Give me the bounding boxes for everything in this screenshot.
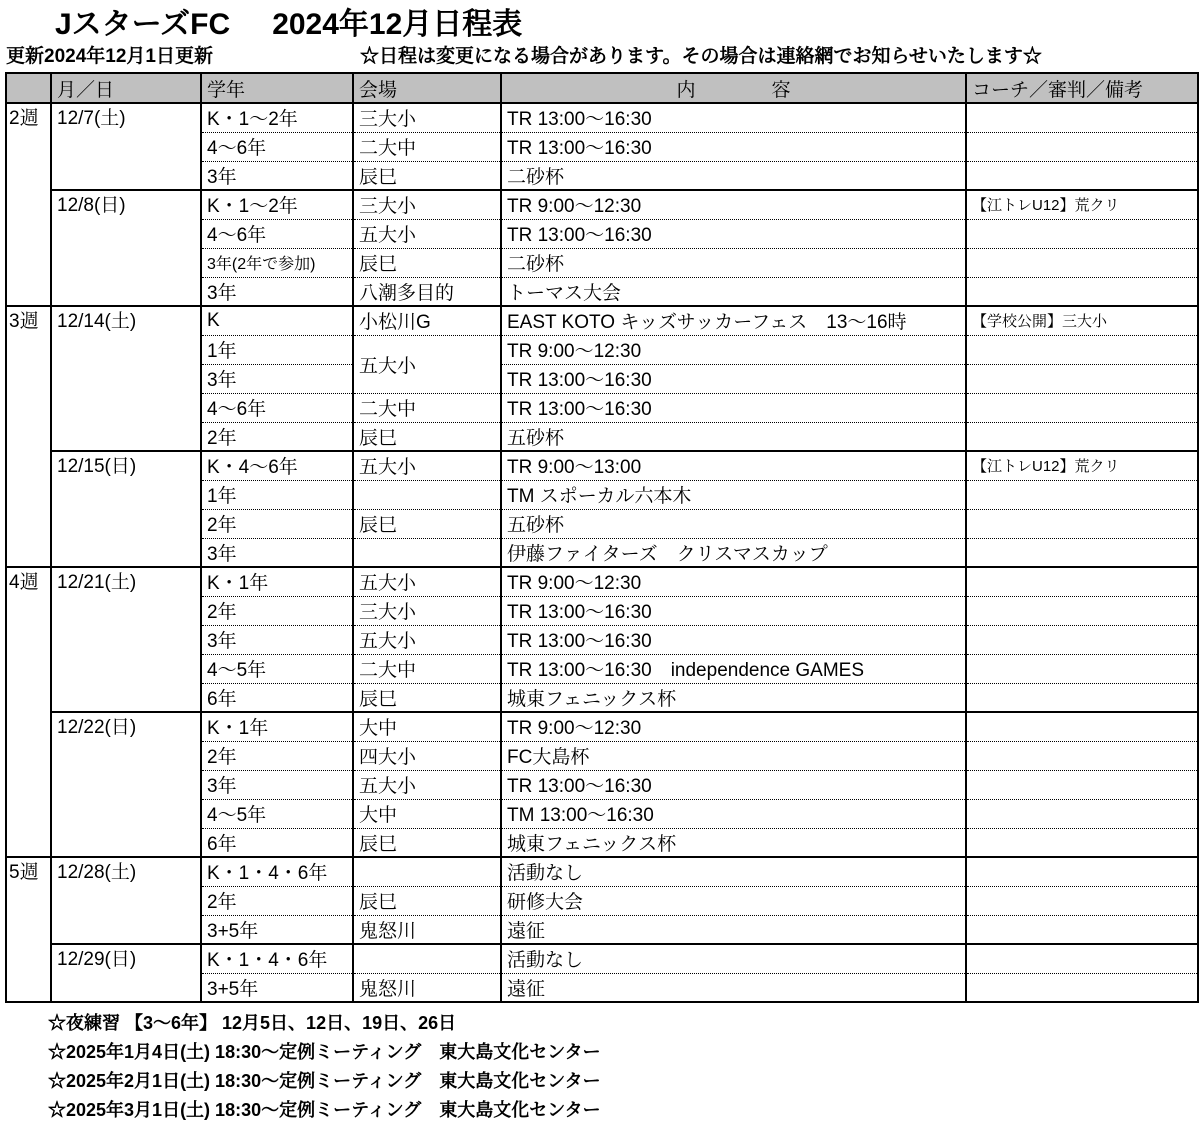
notes-cell: 【江トレU12】荒クリ (966, 190, 1198, 219)
schedule-title: 2024年12月日程表 (272, 8, 523, 41)
footer-notes (48, 1013, 1200, 1120)
table-row (6, 103, 1198, 132)
venue-cell: 小松川G (353, 306, 501, 335)
grade-cell: 4～6年 (201, 393, 353, 422)
notes-cell (966, 683, 1198, 712)
grade-cell: 3+5年 (201, 973, 353, 1002)
venue-cell: 三大小 (353, 190, 501, 219)
table-row (6, 306, 1198, 335)
venue-cell: 辰巳 (353, 161, 501, 190)
venue-cell: 辰巳 (353, 828, 501, 857)
grade-cell: 3年 (201, 538, 353, 567)
grade-cell: 3年 (201, 364, 353, 393)
venue-cell: 二大中 (353, 132, 501, 161)
notes-cell (966, 509, 1198, 538)
date-label: 12/22(日) (51, 712, 201, 857)
venue-cell: 辰巳 (353, 422, 501, 451)
notes-cell (966, 364, 1198, 393)
content-cell: TR 13:00～16:30 (501, 596, 966, 625)
venue-cell: 辰巳 (353, 683, 501, 712)
club-name: JスターズFC (55, 8, 231, 41)
footer-note-line: ☆2025年1月4日(土) 18:30～定例ミーティング 東大島文化センター (48, 1042, 601, 1062)
grade-cell: 1年 (201, 480, 353, 509)
venue-cell: 五大小 (353, 770, 501, 799)
notes-cell (966, 973, 1198, 1002)
grade-cell: 1年 (201, 335, 353, 364)
grade-cell: K・1年 (201, 712, 353, 741)
venue-cell: 五大小 (353, 451, 501, 480)
date-label: 12/28(土) (51, 857, 201, 944)
notes-cell (966, 915, 1198, 944)
content-cell: TR 9:00～12:30 (501, 712, 966, 741)
grade-cell: K・1年 (201, 567, 353, 596)
updated-date: 更新2024年12月1日更新 (6, 46, 213, 67)
week-label: 2週 (6, 103, 51, 306)
notes-cell: 【江トレU12】荒クリ (966, 451, 1198, 480)
content-cell: TR 13:00～16:30 (501, 103, 966, 132)
content-cell: 研修大会 (501, 886, 966, 915)
content-cell: TR 13:00～16:30 (501, 625, 966, 654)
week-label: 4週 (6, 567, 51, 857)
grade-cell: 3+5年 (201, 915, 353, 944)
content-cell: TR 9:00～12:30 (501, 335, 966, 364)
notes-cell (966, 161, 1198, 190)
grade-cell: 3年 (201, 161, 353, 190)
content-cell: 五砂杯 (501, 422, 966, 451)
content-cell: 活動なし (501, 944, 966, 973)
content-cell: EAST KOTO キッズサッカーフェス 13～16時 (501, 306, 966, 335)
venue-cell (353, 538, 501, 567)
venue-cell: 鬼怒川 (353, 915, 501, 944)
schedule-table (5, 72, 1199, 1003)
notes-cell (966, 799, 1198, 828)
column-header-content: 内 容 (501, 73, 966, 103)
content-cell: 城東フェニックス杯 (501, 683, 966, 712)
content-cell: TR 9:00～13:00 (501, 451, 966, 480)
notes-cell (966, 335, 1198, 364)
content-cell: TR 13:00～16:30 (501, 770, 966, 799)
content-cell: 遠征 (501, 973, 966, 1002)
table-row (6, 190, 1198, 219)
grade-cell: K (201, 306, 353, 335)
content-cell: 遠征 (501, 915, 966, 944)
date-label: 12/14(土) (51, 306, 201, 451)
notes-cell (966, 654, 1198, 683)
content-cell: 活動なし (501, 857, 966, 886)
content-cell: 五砂杯 (501, 509, 966, 538)
date-label: 12/7(土) (51, 103, 201, 190)
date-label: 12/29(日) (51, 944, 201, 1002)
footer-note-line: ☆2025年2月1日(土) 18:30～定例ミーティング 東大島文化センター (48, 1071, 601, 1091)
notes-cell (966, 944, 1198, 973)
notes-cell (966, 625, 1198, 654)
venue-cell: 三大小 (353, 596, 501, 625)
notes-cell (966, 886, 1198, 915)
grade-cell: 4～6年 (201, 132, 353, 161)
notes-cell (966, 596, 1198, 625)
venue-cell: 五大小 (353, 625, 501, 654)
grade-cell: 3年 (201, 277, 353, 306)
venue-cell: 四大小 (353, 741, 501, 770)
venue-cell: 大中 (353, 799, 501, 828)
column-header-date: 月／日 (51, 73, 201, 103)
grade-cell: 2年 (201, 509, 353, 538)
footer-note-line: ☆2025年3月1日(土) 18:30～定例ミーティング 東大島文化センター (48, 1100, 601, 1120)
grade-cell: 2年 (201, 741, 353, 770)
content-cell: TR 9:00～12:30 (501, 190, 966, 219)
content-cell: 二砂杯 (501, 248, 966, 277)
venue-cell: 八潮多目的 (353, 277, 501, 306)
venue-cell: 五大小 (353, 335, 501, 393)
venue-cell: 二大中 (353, 393, 501, 422)
content-cell: FC大島杯 (501, 741, 966, 770)
schedule-table-body (6, 103, 1198, 1002)
venue-cell: 二大中 (353, 654, 501, 683)
content-cell: TM スポーカル六本木 (501, 480, 966, 509)
content-cell: TR 9:00～12:30 (501, 567, 966, 596)
grade-cell: 4～6年 (201, 219, 353, 248)
page-title (55, 6, 1200, 44)
notes-cell (966, 712, 1198, 741)
venue-cell: 辰巳 (353, 886, 501, 915)
table-row (6, 857, 1198, 886)
notes-cell (966, 132, 1198, 161)
venue-cell (353, 480, 501, 509)
notes-cell (966, 480, 1198, 509)
grade-cell: K・1～2年 (201, 103, 353, 132)
venue-cell: 辰巳 (353, 248, 501, 277)
notes-cell (966, 828, 1198, 857)
content-cell: 城東フェニックス杯 (501, 828, 966, 857)
grade-cell: K・1・4・6年 (201, 944, 353, 973)
venue-cell: 鬼怒川 (353, 973, 501, 1002)
content-cell: TR 13:00～16:30 (501, 132, 966, 161)
notes-cell (966, 567, 1198, 596)
grade-cell: 2年 (201, 596, 353, 625)
grade-cell: K・4～6年 (201, 451, 353, 480)
notes-cell (966, 741, 1198, 770)
table-row (6, 567, 1198, 596)
grade-cell: 4～5年 (201, 799, 353, 828)
grade-cell: 2年 (201, 422, 353, 451)
content-cell: 伊藤ファイターズ クリスマスカップ (501, 538, 966, 567)
content-cell: トーマス大会 (501, 277, 966, 306)
week-label: 3週 (6, 306, 51, 567)
date-label: 12/21(土) (51, 567, 201, 712)
notes-cell: 【学校公開】三大小 (966, 306, 1198, 335)
column-header-week (6, 73, 51, 103)
content-cell: 二砂杯 (501, 161, 966, 190)
venue-cell: 辰巳 (353, 509, 501, 538)
grade-cell: 6年 (201, 828, 353, 857)
content-cell: TR 13:00～16:30 (501, 364, 966, 393)
venue-cell: 五大小 (353, 219, 501, 248)
notes-cell (966, 393, 1198, 422)
grade-cell: 3年(2年で参加) (201, 248, 353, 277)
grade-cell: K・1・4・6年 (201, 857, 353, 886)
content-cell: TR 13:00～16:30 (501, 393, 966, 422)
column-header-notes: コーチ／審判／備考 (966, 73, 1198, 103)
column-header-grade: 学年 (201, 73, 353, 103)
venue-cell: 大中 (353, 712, 501, 741)
notes-cell (966, 770, 1198, 799)
grade-cell: 6年 (201, 683, 353, 712)
notes-cell (966, 103, 1198, 132)
notes-cell (966, 538, 1198, 567)
content-cell: TM 13:00～16:30 (501, 799, 966, 828)
notes-cell (966, 422, 1198, 451)
grade-cell: 2年 (201, 886, 353, 915)
table-row (6, 712, 1198, 741)
date-label: 12/15(日) (51, 451, 201, 567)
notes-cell (966, 219, 1198, 248)
week-label: 5週 (6, 857, 51, 1002)
grade-cell: 4～5年 (201, 654, 353, 683)
header-row (6, 73, 1198, 103)
column-header-venue: 会場 (353, 73, 501, 103)
venue-cell (353, 857, 501, 886)
venue-cell: 三大小 (353, 103, 501, 132)
content-cell: TR 13:00～16:30 independence GAMES (501, 654, 966, 683)
grade-cell: 3年 (201, 625, 353, 654)
table-row (6, 451, 1198, 480)
grade-cell: 3年 (201, 770, 353, 799)
venue-cell: 五大小 (353, 567, 501, 596)
footer-note-line: ☆夜練習 【3～6年】 12月5日、12日、19日、26日 (48, 1013, 457, 1033)
date-label: 12/8(日) (51, 190, 201, 306)
notes-cell (966, 857, 1198, 886)
content-cell: TR 13:00～16:30 (501, 219, 966, 248)
notes-cell (966, 277, 1198, 306)
notes-cell (966, 248, 1198, 277)
venue-cell (353, 944, 501, 973)
table-row (6, 944, 1198, 973)
schedule-change-notice: ☆日程は変更になる場合があります。その場合は連絡網でお知らせいたします☆ (360, 46, 1042, 67)
grade-cell: K・1～2年 (201, 190, 353, 219)
meta-row (0, 44, 1200, 72)
